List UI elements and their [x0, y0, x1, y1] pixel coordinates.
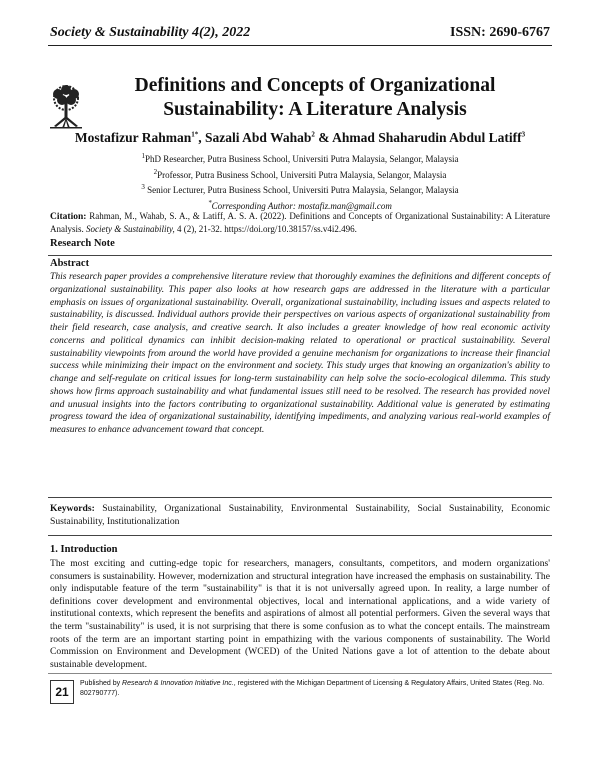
page-number: 21: [50, 680, 74, 704]
corresponding-author: *Corresponding Author: mostafiz.man@gmail.com: [208, 198, 392, 211]
keywords: [50, 502, 550, 528]
tree-logo-icon: [40, 82, 92, 134]
title-line-2: Sustainability: A Literature Analysis: [163, 99, 467, 120]
title-line-1: Definitions and Concepts of Organizational: [134, 75, 496, 96]
footer-rule: [48, 673, 552, 674]
affiliations: [50, 150, 550, 212]
abstract-rule: [48, 255, 552, 256]
affiliation-2: $^2$Professor, Putra Business School, Universiti Putra Malaysia, Selangor, Malaysia: [153, 167, 447, 180]
section-heading: 1. Introduction: [50, 544, 118, 555]
issn: ISSN: 2690-6767: [450, 25, 550, 40]
citation-label: Citation:: [50, 212, 87, 222]
paper-title: [90, 74, 540, 122]
keywords-label: Keywords:: [50, 503, 95, 514]
article-type: Research Note: [50, 238, 115, 249]
author-sep-2: &: [314, 130, 333, 145]
footer-text: Published by Research & Innovation Initiative Inc., registered with the Michigan Department of Licensing & Regulatory Affairs, United States (Reg. No. 802790777).: [80, 680, 545, 697]
abstract-heading: Abstract: [50, 258, 90, 269]
authors: [50, 130, 550, 146]
citation: [50, 210, 550, 235]
publisher-name: Research & Innovation Initiative Inc.: [122, 680, 234, 687]
citation-text: Rahman, M., Wahab, S. A., & Latiff, A. S. A. (2022). Definitions and Concepts of Organizational Sustainability: A Literature Analysis.: [50, 211, 550, 234]
keywords-bottom-rule: [48, 535, 552, 536]
author-3-sup: 3: [521, 130, 526, 139]
author-sep-1: ,: [198, 130, 206, 145]
citation-doi: 4 (2), 21-32. https://doi.org/10.38157/ss.v4i2.496.: [174, 224, 357, 234]
affiliation-3: $^3$ Senior Lecturer, Putra Business School, Universiti Putra Malaysia, Selangor, Malaysia: [141, 183, 459, 195]
author-3: Ahmad Shaharudin Abdul Latiff: [332, 130, 522, 145]
citation-journal: Society & Sustainability,: [86, 224, 175, 234]
introduction-text: The most exciting and cutting-edge topic for researchers, managers, consultants, competitors, and modern organizations' consumers is sustainability. However, modernization and structural integration have increased the emphasis on sustainability. The only indisputable feature of the term "sustainability" is that it is not universally agreed upon. In reality, a large number of definitions cover development and environmental objectives, local and international applications, and a wide variety of institutional contexts, which represent the benefits and aspirations of almost all potential performers. Given the several ways that the term "sustainability" is used, it is not surprising that there is some confusion as to what the concept entails. The mainstream roots of the term are an important starting point in empathizing with the various components of sustainability. The World Commission on Environment and Development (WCED) of the United Nations gave a lot of attention to the debate about sustainable development.: [50, 558, 550, 670]
affiliation-1: $^1$PhD Researcher, Putra Business School, Universiti Putra Malaysia, Selangor, Malaysia: [141, 152, 459, 164]
abstract-text: This research paper provides a comprehensive literature review that thoroughly examines the definitions and different concepts of organizational sustainability. This paper also looks at how research gaps are addressed in the literature with a particular emphasis on issues of organizational sustainability. Overall, organizational sustainability, including issues and aspects related to sustainability, is discussed. Individual authors provide their perspectives on various aspects of organizational sustainability from their field research, case analysis, and creative search. It also includes a greater knowledge of how real economic activity concerns and political dynamics can inhibit decision-making related to operational or practical sustainability. Several sustainability viewpoints from around the world have provided a genuine mechanism for organizations to increase their financial success while minimizing their impact on the environment and society. This study urges that knowing an organization's ability to change and self-regulate on critical issues for long-term sustainability can help solve the socio-ecological dilemma. This study shows how firms approach sustainability and what fundamental issues still need to be resolved. The research has provided novel and unusual insights into the factors contributing to organizational sustainability. Additional value is generated by estimating progress toward the idea of organizational sustainability, identifying impediments, and analyzing various real-world examples of measures to enhance advancement toward that concept.: [50, 271, 550, 435]
author-2-sup: 2: [311, 130, 315, 139]
author-1-sup: 1*: [191, 130, 199, 139]
keywords-top-rule: [48, 497, 552, 498]
header-rule: [48, 45, 552, 46]
journal-name: Society & Sustainability 4(2), 2022: [50, 25, 251, 40]
author-2: Sazali Abd Wahab: [205, 130, 312, 145]
keywords-text: Sustainability, Organizational Sustainability, Environmental Sustainability, Social Sustainability, Economic Sustainability, Institutionalization: [50, 503, 550, 527]
author-1: Mostafizur Rahman: [74, 130, 192, 145]
